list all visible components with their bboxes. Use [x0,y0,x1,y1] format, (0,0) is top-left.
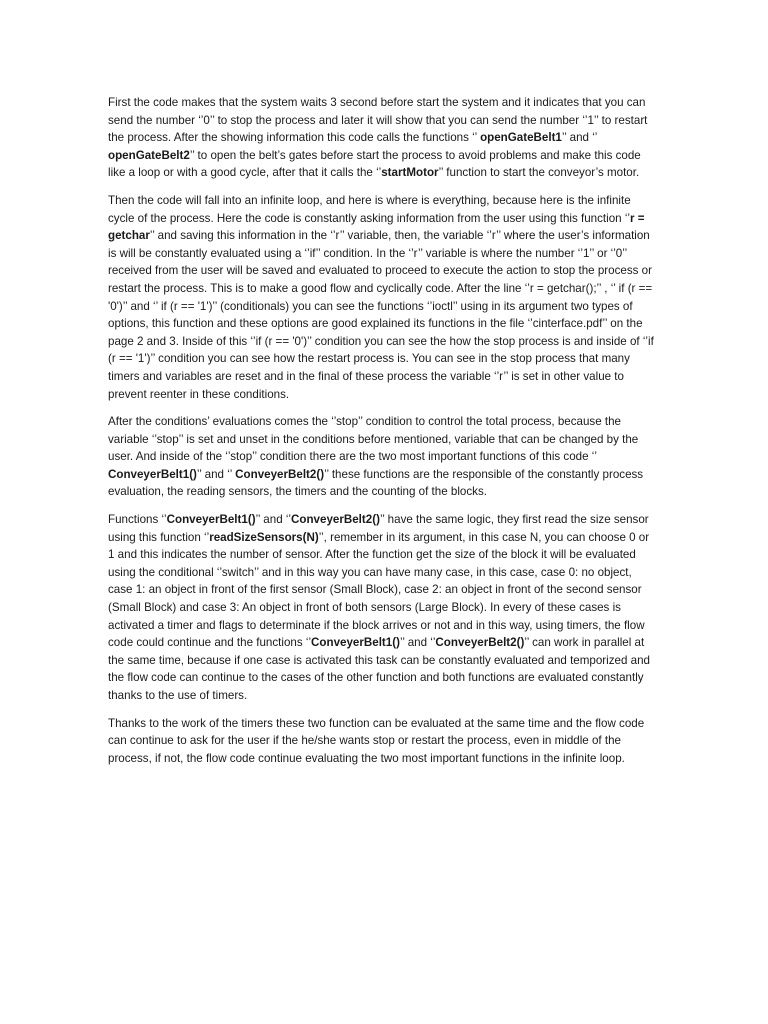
paragraph-5 [108,715,658,768]
text-run: ’’ to open the belt’s gates before start the process to avoid problems and make this code like a loop or with a good cycle, after that it calls the ‘’ [108,148,641,180]
bold-code-term: openGateBelt2 [108,148,190,162]
document-page [108,94,658,777]
bold-code-term: startMotor [381,166,439,180]
bold-code-term: readSizeSensors(N) [209,530,319,544]
text-run: ’’ and ‘’ [399,636,436,650]
text-run: ’’ and ‘’ [255,513,292,527]
text-run: ’’, remember in its argument, in this case N, you can choose 0 or 1 and this indicates the number of sensor. After the function get the size of the block it will be evaluated using the conditional ‘’switch’’ and in this way you can have many case, in this case, case 0: no object, case 1: an object in front of the first sensor (Small Block), case 2: an object in front of the second sensor (Small Block) and case 3: An object in front of both sensors (Large Block). In every of these cases is activated a timer and flags to determinate if the block arrives or not and in this way, using timers, the flow code could continue and the functions ‘’ [108,530,650,650]
text-run: Functions ‘’ [108,513,167,527]
text-run: Thanks to the work of the timers these two function can be evaluated at the same time and the flow code can continue to ask for the user if the he/she wants stop or restart the process, even in middle of the process, if not, the flow code continue evaluating the two most important functions in the infinite loop. [108,716,645,765]
paragraph-2 [108,192,658,403]
bold-code-term: ConveyerBelt1() [166,513,256,527]
bold-code-term: openGateBelt1 [480,131,562,145]
paragraph-4 [108,511,658,705]
bold-code-term: ConveyerBelt2() [235,467,325,481]
bold-code-term: ConveyerBelt2() [435,636,525,650]
text-run: ’’ and ‘’ [196,467,236,481]
text-run: After the conditions’ evaluations comes the ‘’stop’’ condition to control the total process, because the variable ‘’stop’’ is set and unset in the conditions before mentioned, variable that can be changed by the user. And inside of the ‘’stop’’ condition there are the two most important functions of this code ‘’ [108,415,639,464]
text-run: Then the code will fall into an infinite loop, and here is where is everything, because here is the infinite cycle of the process. Here the code is constantly asking information from the user using this function ‘’ [108,193,631,225]
text-run: ’’ and saving this information in the ‘’r’’ variable, then, the variable ‘’r’’ where the user’s information is will be constantly evaluated using a ‘’if’’ condition. In the ‘’r’’ variable is where the number ‘’1’’ or ‘’0’’ received from the user will be saved and evaluated to proceed to execute the action to stop the process or restart the process. This is to make a good flow and cyclically code. After the line ‘’r = getchar();’’ , ‘’ if (r == '0')’’ and ‘’ if (r == '1')’’ (conditionals) you can see the functions ‘’ioctl’’ using in its argument two types of options, this function and these options are good explained its functions in the file ‘’cinterface.pdf’’ on the page 2 and 3. Inside of this ‘’if (r == '0')’’ condition you can see the how the stop process is and inside of ‘’if (r == '1')’’ condition you can see how the restart process is. You can see in the stop process that many timers and variables are reset and in the final of these process the variable ‘’r’’ is set in other value to prevent reenter in these conditions. [108,229,654,401]
text-run: ’’ can work in parallel at the same time, because if one case is activated this task can be constantly evaluated and temporized and the flow code can continue to the cases of the other function and both functions are evaluated constantly thanks to the use of timers. [108,636,651,702]
text-run: ’’ and ‘’ [561,131,597,145]
text-run: First the code makes that the system waits 3 second before start the system and it indicates that you can send the number ‘’0’’ to stop the process and later it will show that you can send the number ‘’1’’ to restart the process. After the showing information this code calls the functions ‘’ [108,96,648,145]
text-run: ’’ have the same logic, they first read the size sensor using this function ‘’ [108,513,649,544]
paragraph-3 [108,413,658,501]
bold-code-term: ConveyerBelt1() [108,467,197,481]
bold-code-term: ConveyerBelt1() [311,636,400,650]
bold-code-term: ConveyerBelt2() [291,513,380,527]
text-run: ’’ these functions are the responsible of the constantly process evaluation, the reading sensors, the timers and the counting of the blocks. [108,467,644,499]
paragraph-1 [108,94,658,182]
bold-code-term: r = getchar [108,211,645,243]
text-run: ’’ function to start the conveyor’s motor. [438,166,640,180]
